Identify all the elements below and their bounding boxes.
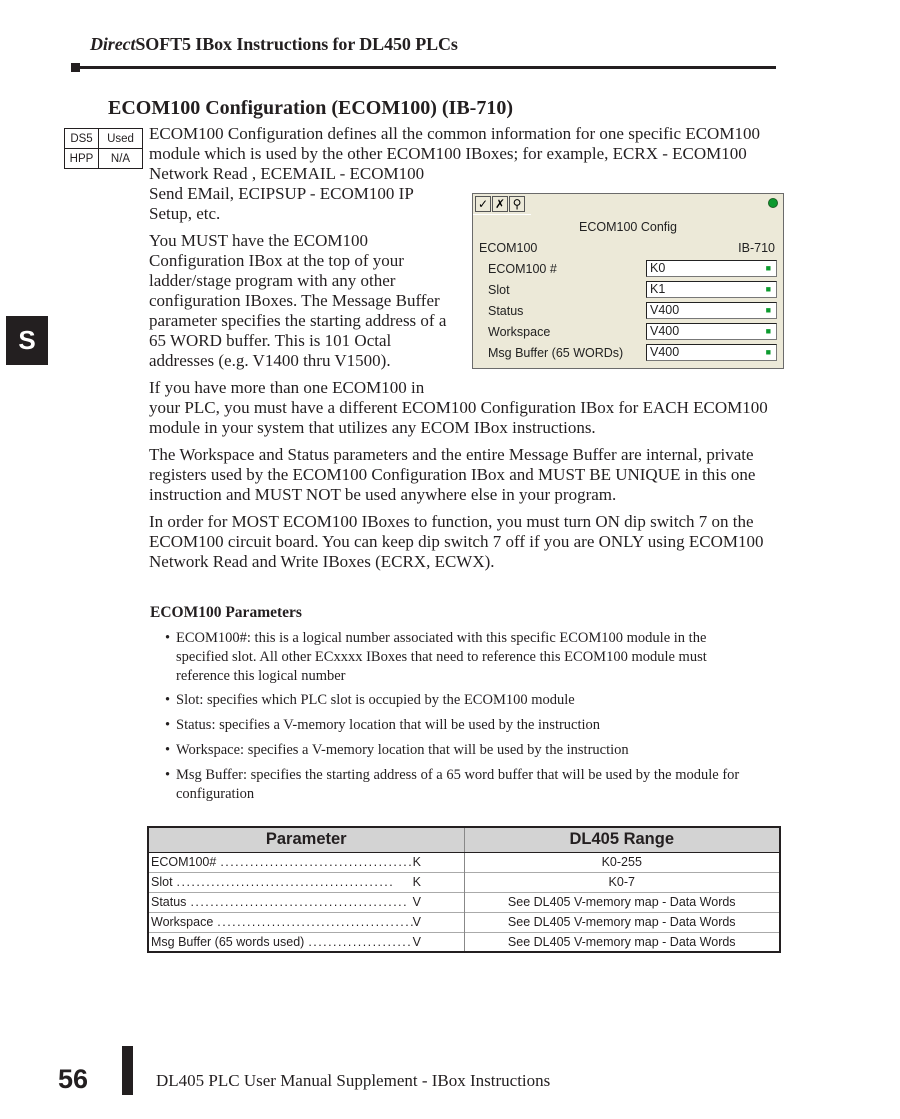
bullet-continuation: specified slot. All other ECxxxx IBoxes that need to reference this ECOM100 module must xyxy=(176,649,707,665)
text-line: instruction and MUST NOT be used anywhere else in your program. xyxy=(149,485,617,504)
ecom100-num-input[interactable] xyxy=(646,260,777,277)
ibox-title: ECOM100 Config xyxy=(579,220,677,234)
text-line: Setup, etc. xyxy=(149,204,221,223)
column-header-parameter: Parameter xyxy=(148,827,464,852)
bullet-icon: • xyxy=(165,742,171,758)
footer-title: DL405 PLC User Manual Supplement - IBox Instructions xyxy=(156,1071,551,1090)
text-line: Send EMail, ECIPSUP - ECOM100 IP xyxy=(149,184,414,203)
text-line: module which is used by the other ECOM100 IBoxes; for example, ECRX - ECOM100 xyxy=(149,144,747,163)
badge-row-hpp xyxy=(65,149,143,169)
running-header xyxy=(90,34,458,55)
param-range: K0-255 xyxy=(464,852,780,872)
badge-row-ds5 xyxy=(65,129,143,149)
param-type: V xyxy=(412,934,421,949)
status-led-icon xyxy=(768,198,778,208)
header-title: SOFT5 IBox Instructions for DL450 PLCs xyxy=(135,34,458,54)
param-range: See DL405 V-memory map - Data Words xyxy=(464,932,780,952)
badge-label: HPP xyxy=(65,149,99,169)
badge-value: Used xyxy=(99,129,143,149)
table-header-row xyxy=(148,827,780,852)
param-name: Msg Buffer (65 words used) xyxy=(151,934,305,949)
bullet-icon: • xyxy=(165,630,171,646)
table-row xyxy=(148,852,780,872)
dot-leader xyxy=(304,935,412,949)
bullet-item: • Workspace: specifies a V-memory location that will be used by the instruction xyxy=(165,742,629,758)
text-line: ECOM100 circuit board. You can keep dip switch 7 off if you are ONLY using ECOM100 xyxy=(149,532,764,551)
text-line: In order for MOST ECOM100 IBoxes to function, you must turn ON dip switch 7 on the xyxy=(149,512,754,531)
param-name: Workspace xyxy=(151,915,214,929)
text-line: Network Read , ECEMAIL - ECOM100 xyxy=(149,164,425,183)
field-label-slot: Slot xyxy=(488,283,510,297)
table-row xyxy=(148,872,780,892)
field-marker-icon: ■ xyxy=(765,326,771,336)
toolbar-divider xyxy=(473,214,531,215)
ibox-dialog xyxy=(472,193,784,369)
table-row xyxy=(148,932,780,952)
text-line: module in your system that utilizes any ECOM IBox instructions. xyxy=(149,418,596,437)
field-value: V400 xyxy=(650,345,680,359)
dot-leader xyxy=(186,895,412,909)
field-value: V400 xyxy=(650,303,680,317)
text-line: You MUST have the ECOM100 xyxy=(149,231,368,250)
table-row xyxy=(148,892,780,912)
field-value: K0 xyxy=(650,261,666,275)
param-name: Status xyxy=(151,895,187,909)
footer-bar xyxy=(122,1046,133,1095)
cancel-button[interactable]: ✗ xyxy=(492,196,508,212)
dot-leader xyxy=(173,875,413,889)
text-line: The Workspace and Status parameters and the entire Message Buffer are internal, private xyxy=(149,445,754,464)
param-name: ECOM100# xyxy=(151,855,217,869)
dot-leader xyxy=(213,915,412,929)
param-range: K0-7 xyxy=(464,872,780,892)
field-label-msg-buffer: Msg Buffer (65 WORDs) xyxy=(488,346,624,360)
bullet-item: • Slot: specifies which PLC slot is occupied by the ECOM100 module xyxy=(165,692,575,708)
status-input[interactable] xyxy=(646,302,777,319)
badge-label: DS5 xyxy=(65,129,99,149)
bullet-item: • Msg Buffer: specifies the starting address of a 65 word buffer that will be used by the module for xyxy=(165,767,740,783)
param-type: K xyxy=(412,855,421,869)
header-brand: Direct xyxy=(90,34,136,54)
ibox-toolbar xyxy=(475,196,526,212)
badge-value: N/A xyxy=(99,149,143,169)
text-line: registers used by the ECOM100 Configuration IBox and MUST BE UNIQUE in this one xyxy=(149,465,756,484)
field-marker-icon: ■ xyxy=(765,284,771,294)
field-marker-icon: ■ xyxy=(765,305,771,315)
ibox-number: IB-710 xyxy=(738,241,775,255)
parameter-range-table xyxy=(147,826,781,953)
text-line: 65 WORD buffer. This is 101 Octal xyxy=(149,331,392,350)
table-row xyxy=(148,912,780,932)
param-name: Slot xyxy=(151,875,173,889)
text-line: ladder/stage program with any other xyxy=(149,271,396,290)
help-button[interactable]: ⚲ xyxy=(509,196,525,212)
bullet-continuation: reference this logical number xyxy=(176,668,346,684)
bullet-icon: • xyxy=(165,767,171,783)
text-line: Configuration IBox at the top of your xyxy=(149,251,404,270)
workspace-input[interactable] xyxy=(646,323,777,340)
field-label-status: Status xyxy=(488,304,524,318)
text-line: parameter specifies the starting address of a xyxy=(149,311,447,330)
bullet-icon: • xyxy=(165,717,171,733)
header-rule xyxy=(78,66,776,69)
text-line: ECOM100 Configuration defines all the common information for one specific ECOM100 xyxy=(149,124,760,143)
field-marker-icon: ■ xyxy=(765,263,771,273)
param-type: K xyxy=(412,875,421,889)
field-label-workspace: Workspace xyxy=(488,325,551,339)
text-line: addresses (e.g. V1400 thru V1500). xyxy=(149,351,391,370)
param-type: V xyxy=(412,915,421,929)
text-line: configuration IBoxes. The Message Buffer xyxy=(149,291,440,310)
bullet-icon: • xyxy=(165,692,171,708)
compatibility-badge xyxy=(64,128,143,169)
field-value: K1 xyxy=(650,282,666,296)
chapter-side-tab: S xyxy=(6,316,48,365)
field-value: V400 xyxy=(650,324,680,338)
field-marker-icon: ■ xyxy=(765,347,771,357)
bullet-item: • Status: specifies a V-memory location that will be used by the instruction xyxy=(165,717,601,733)
field-label-ecom100-num: ECOM100 # xyxy=(488,262,557,276)
text-line: If you have more than one ECOM100 in xyxy=(149,378,425,397)
param-type: V xyxy=(412,895,421,909)
column-header-range: DL405 Range xyxy=(464,827,780,852)
bullet-continuation: configuration xyxy=(176,786,255,802)
slot-input[interactable] xyxy=(646,281,777,298)
text-line: your PLC, you must have a different ECOM100 Configuration IBox for EACH ECOM100 xyxy=(149,398,768,417)
param-range: See DL405 V-memory map - Data Words xyxy=(464,912,780,932)
section-title: ECOM100 Configuration (ECOM100) (IB-710) xyxy=(108,97,513,119)
parameters-heading: ECOM100 Parameters xyxy=(150,604,302,621)
bullet-item: • ECOM100#: this is a logical number associated with this specific ECOM100 module in the xyxy=(165,630,707,646)
text-line: Network Read and Write IBoxes (ECRX, ECWX). xyxy=(149,552,495,571)
ibox-name: ECOM100 xyxy=(479,241,538,255)
ok-button[interactable]: ✓ xyxy=(475,196,491,212)
page-number: 56 xyxy=(58,1064,89,1094)
param-range: See DL405 V-memory map - Data Words xyxy=(464,892,780,912)
dot-leader xyxy=(216,855,412,869)
msg-buffer-input[interactable] xyxy=(646,344,777,361)
